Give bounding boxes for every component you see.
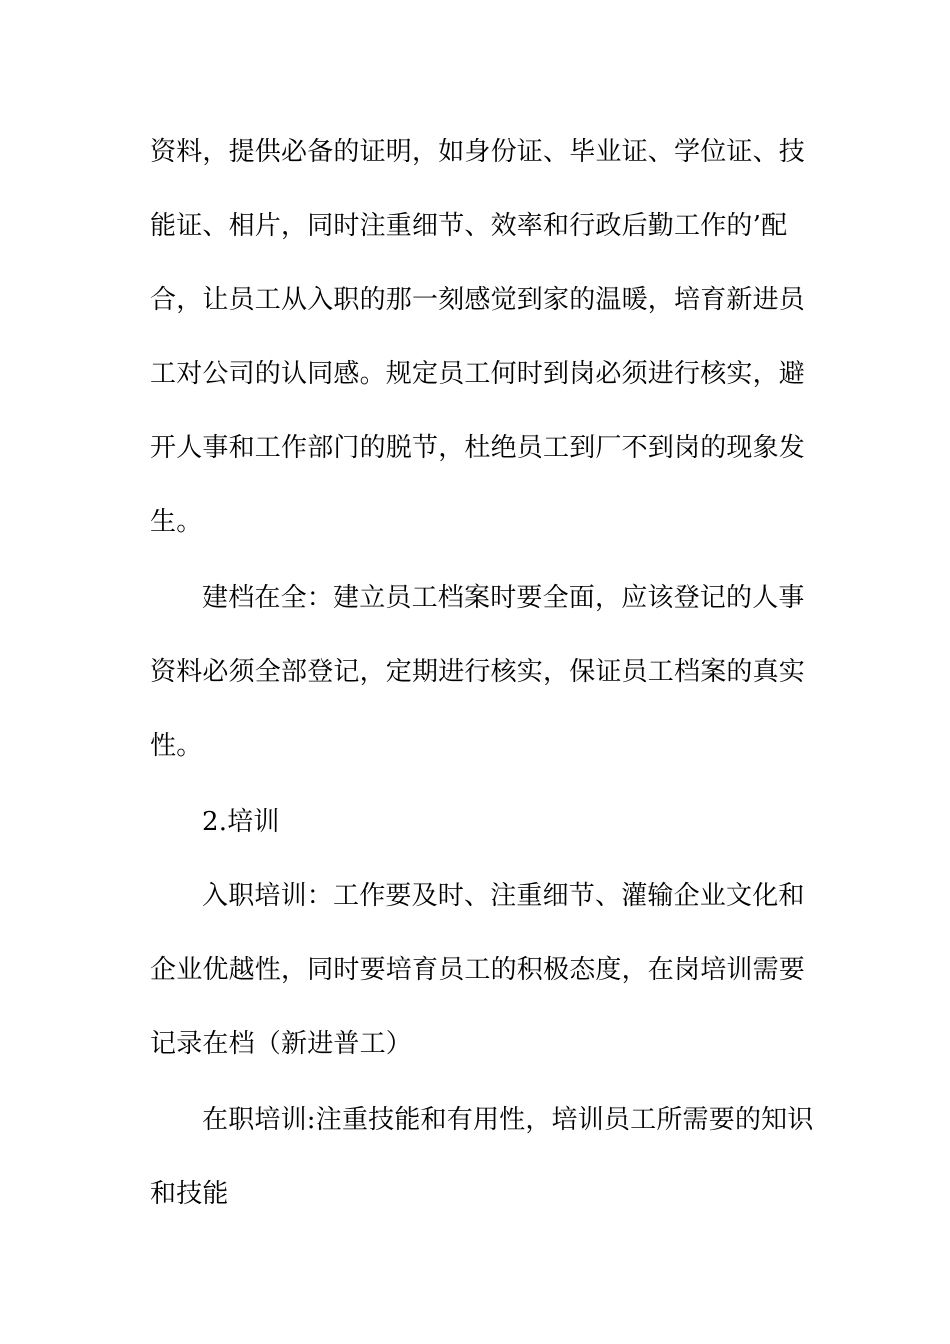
paragraph-line: 合，让员工从入职的那一刻感觉到家的温暖，培育新进员 <box>150 285 806 315</box>
paragraph-line: 资料，提供必备的证明，如身份证、毕业证、学位证、技 <box>150 137 806 167</box>
paragraph-line: 企业优越性，同时要培育员工的积极态度，在岗培训需要 <box>150 955 806 985</box>
paragraph-line: 能证、相片，同时注重细节、效率和行政后勤工作的’配 <box>150 211 788 241</box>
paragraph-line: 和技能 <box>150 1179 229 1209</box>
section-heading: 2.培训 <box>202 807 280 837</box>
paragraph-line: 入职培训：工作要及时、注重细节、灌输企业文化和 <box>202 881 805 911</box>
paragraph-line: 在职培训:注重技能和有用性，培训员工所需要的知识 <box>202 1105 814 1135</box>
paragraph-line: 开人事和工作部门的脱节，杜绝员工到厂不到岗的现象发 <box>150 433 806 463</box>
paragraph-line: 建档在全：建立员工档案时要全面，应该登记的人事 <box>202 583 805 613</box>
paragraph-line: 生。 <box>150 507 203 537</box>
paragraph-line: 性。 <box>150 731 203 761</box>
paragraph-line: 资料必须全部登记，定期进行核实，保证员工档案的真实 <box>150 657 806 687</box>
paragraph-line: 记录在档（新进普工） <box>150 1029 413 1059</box>
paragraph-line: 工对公司的认同感。规定员工何时到岗必须进行核实，避 <box>150 359 806 389</box>
